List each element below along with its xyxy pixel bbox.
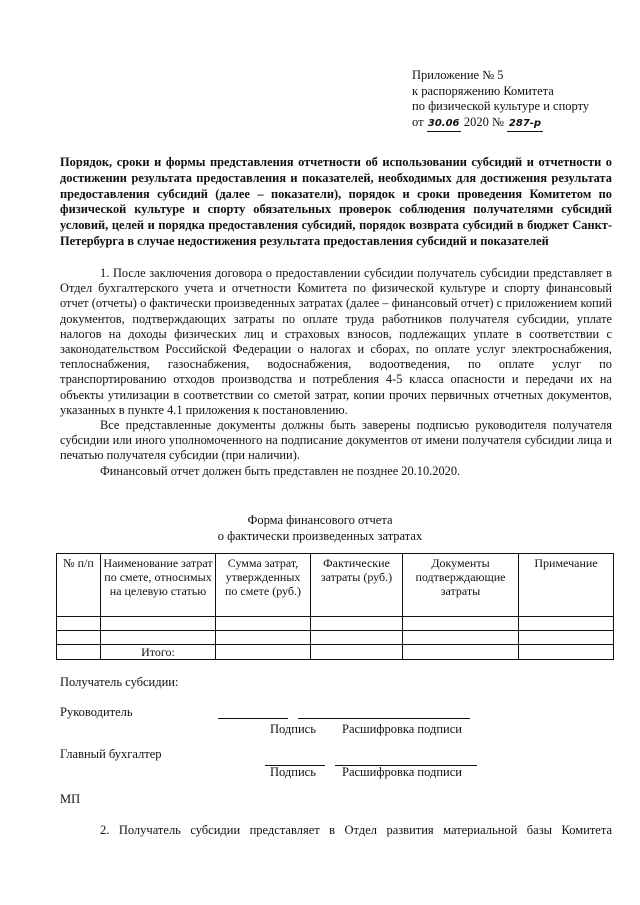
body-text [60,266,612,479]
head-decoding-line [298,718,470,719]
head-signature-line [218,718,288,719]
annex-year-no: 2020 № [463,114,504,129]
table-row [57,631,614,645]
annex-line-1: Приложение № 5 [412,68,504,82]
header-expense-name: Наименование затрат по смете, относимых на целевую статью [101,554,216,617]
recipient-label: Получатель субсидии: [60,675,179,689]
header-note: Примечание [519,554,614,617]
header-actual-costs: Фактические затраты (руб.) [311,554,403,617]
head-label: Руководитель [60,705,133,719]
table-total-row [57,645,614,660]
document-title: Порядок, сроки и формы представления отчетности об использовании субсидий и отчетности о достижении результата предоставления и показателей, необходимых для достижения результата предоставления субсидий (далее – показатели), порядок и сроки проведения Комитетом по физической культуре и спорту обязательных проверок соблюдения получателями субсидий условий, целей и порядка предоставления субсидий, порядок возврата субсидий в бюджет Санкт-Петербурга в случае недостижения результата предоставления субсидий и показателей [60,155,612,248]
form-title-line-1: Форма финансового отчета [247,513,393,527]
total-label: Итого: [101,645,216,660]
paragraph-2-start: 2. Получатель субсидии представляет в Отдел развития материальной базы Комитета [100,823,612,837]
annex-line-2: к распоряжению Комитета [412,83,554,98]
annex-header [412,68,612,132]
head-decoding-caption: Расшифровка подписи [342,722,462,736]
handwritten-number: 287-р [507,116,543,133]
head-signature-caption: Подпись [270,722,316,736]
paragraph-1: 1. После заключения договора о предоставлении субсидии получатель субсидии представляет в Отдел бухгалтерского учета и отчетности Комитета по физической культуре и спорту финансовый отчет (отчеты) о фактически произведенных затратах (далее – финансовый отчет) с приложением копий документов, подтверждающих затраты по оплате труда работников получателя субсидии, уплате налогов на доходы физических лиц и страховых взносов, подлежащих уплате в соответствии с законодательством Российской Федерации о налогах и сборах, по оплате услуг электроснабжения, теплоснабжения, газоснабжения, водоснабжения, водоотведения, по оплате услуг по транспортированию отходов производства и потребления 4-5 класса опасности и передачи их на объекты утилизации в соответствии со сметой затрат, копии прочих первичных отчетных документов, указанных в пункте 4.1 приложения к постановлению. [60,266,612,417]
header-documents: Документы подтверждающие затраты [403,554,519,617]
annex-line-3: по физической культуре и спорту [412,99,590,113]
table-row [57,617,614,631]
header-approved-sum: Сумма затрат, утвержденных по смете (руб.) [216,554,311,617]
annex-prefix: от [412,114,424,129]
form-title-line-2: о фактически произведенных затратах [217,529,423,543]
financial-report-table [56,553,614,660]
header-number: № п/п [57,554,101,617]
paragraph-3: Финансовый отчет должен быть представлен не позднее 20.10.2020. [100,463,461,478]
accountant-decoding-caption: Расшифровка подписи [342,765,462,779]
accountant-label: Главный бухгалтер [60,747,162,761]
handwritten-date: 30.06 [427,116,461,133]
paragraph-2: Все представленные документы должны быть заверены подписью руководителя получателя субсидии или иного уполномоченного на подписание документов от имени получателя субсидии лица и печатью получателя субсидии (при наличии). [60,418,612,463]
accountant-signature-caption: Подпись [270,765,316,779]
annex-line-4 [412,115,612,133]
form-title [170,512,470,544]
table-header-row [57,554,614,617]
seal-label: МП [60,792,81,806]
